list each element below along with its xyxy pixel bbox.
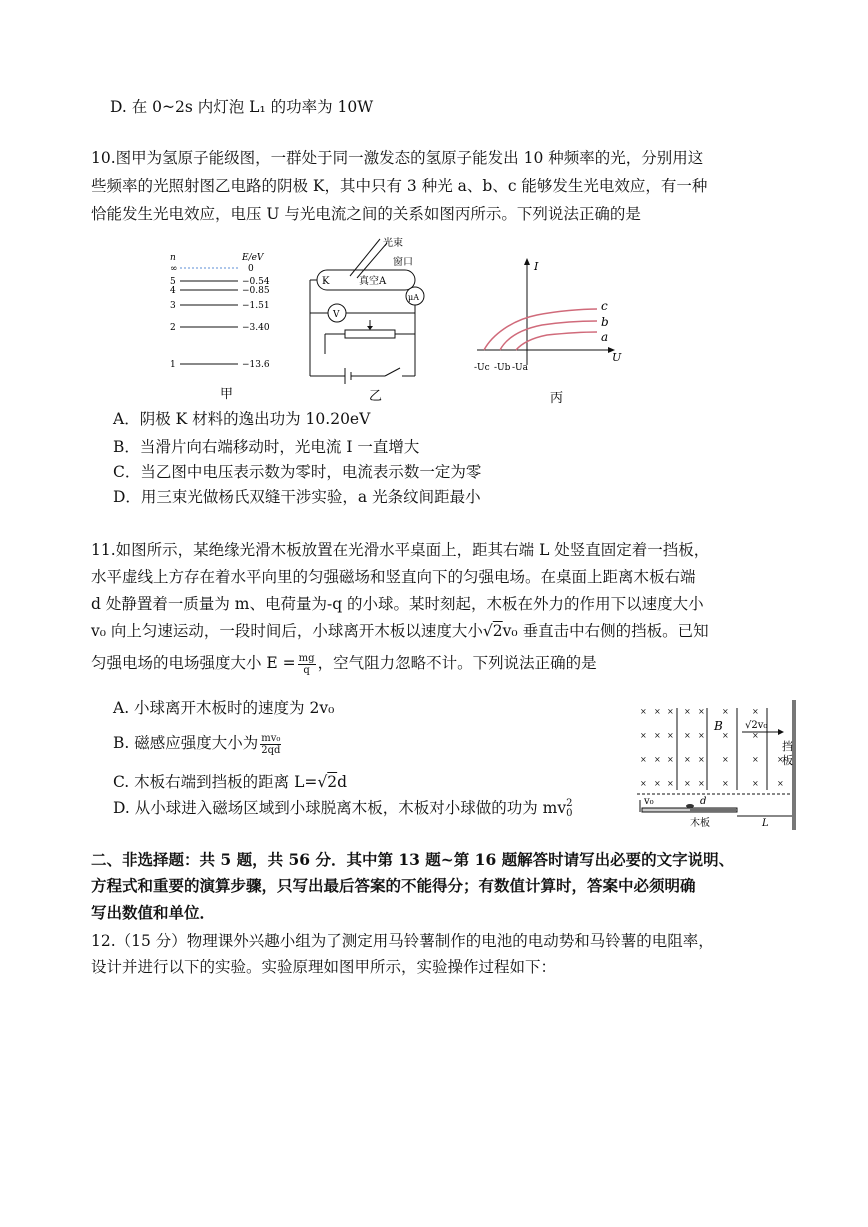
field-cross-mark: ×	[684, 755, 691, 764]
v0-label: v₀	[644, 796, 654, 807]
q11-stem5-part1: 匀强电场的电场强度大小 E =	[91, 654, 296, 672]
q11-option-b: B. 磁感应强度大小为 $\frac{\text{mv₀}}{2qd}$	[113, 732, 281, 756]
field-cross-mark: ×	[752, 731, 759, 740]
level-e-3: −1.51	[242, 301, 270, 311]
field-cross-mark: ×	[684, 707, 691, 716]
level-n-2: 2	[170, 323, 176, 333]
field-cross-mark: ×	[684, 779, 691, 788]
level-e-1: −13.6	[242, 360, 270, 370]
n-label: n	[170, 253, 176, 263]
field-cross-mark: ×	[684, 731, 691, 740]
field-cross-mark: ×	[698, 731, 705, 740]
field-cross-mark: ×	[752, 707, 759, 716]
field-cross-mark: ×	[667, 755, 674, 764]
field-cross-mark: ×	[667, 707, 674, 716]
axis-u-label: U	[612, 351, 622, 364]
d-label: d	[700, 796, 707, 807]
q10-option-a: A．阴极 K 材料的逸出功为 10.20eV	[113, 410, 371, 428]
q12-line2: 设计并进行以下的实验。实验原理如图甲所示，实验操作过程如下：	[91, 958, 557, 976]
level-e-4: −0.85	[242, 286, 270, 296]
q11-option-c: C. 木板右端到挡板的距离 L=√2d	[113, 773, 348, 791]
q10-option-c: C．当乙图中电压表示数为零时，电流表示数一定为零	[113, 463, 482, 481]
field-cross-mark: ×	[698, 779, 705, 788]
q11-stem-line1: 11.如图所示，某绝缘光滑木板放置在光滑水平桌面上，距其右端 L 处竖直固定着一挡板，	[91, 541, 710, 559]
q11-stem4-sqrt: 2	[492, 622, 503, 640]
caption-jia: 甲	[220, 387, 234, 402]
dangban-char1: 挡	[782, 740, 793, 753]
field-cross-mark: ×	[722, 731, 729, 740]
level-e-5: −0.54	[242, 277, 270, 287]
ammeter-label: μA	[408, 293, 419, 302]
curve-a-label: a	[601, 330, 609, 344]
energy-label: E/eV	[242, 253, 264, 263]
q10-option-d: D．用三束光做杨氏双缝干涉实验，a 光条纹间距最小	[113, 488, 481, 506]
curve-c-label: c	[601, 299, 608, 313]
level-n-4: 4	[170, 286, 176, 296]
level-n-inf: ∞	[170, 264, 178, 274]
field-cross-mark: ×	[698, 755, 705, 764]
field-cross-mark: ×	[722, 755, 729, 764]
current-voltage-graph	[472, 255, 632, 405]
field-cross-mark: ×	[722, 779, 729, 788]
field-cross-mark: ×	[777, 779, 784, 788]
q11-stem-line3: d 处静置着一质量为 m、电荷量为-q 的小球。某时刻起，木板在外力的作用下以速度大小	[91, 595, 704, 613]
level-n-5: 5	[170, 277, 176, 287]
field-cross-mark: ×	[654, 779, 661, 788]
q10-option-b: B．当滑片向右端移动时，光电流 I 一直增大	[113, 438, 420, 456]
window-label: 窗口	[393, 257, 413, 268]
q11-option-a: A. 小球离开木板时的速度为 2v₀	[113, 699, 335, 717]
q11-stem4-part2: v₀ 垂直击中右侧的挡板。已知	[502, 622, 709, 640]
q9-option-d: D. 在 0~2s 内灯泡 L₁ 的功率为 10W	[110, 98, 374, 116]
cathode-label: K	[322, 276, 330, 287]
l-label: L	[762, 818, 769, 829]
field-cross-mark: ×	[777, 755, 784, 764]
field-cross-mark: ×	[698, 707, 705, 716]
dangban-char2: 板	[782, 754, 793, 767]
q10-stem-line3: 恰能发生光电效应，电压 U 与光电流之间的关系如图丙所示。下列说法正确的是	[91, 205, 641, 223]
level-e-inf: 0	[248, 264, 254, 274]
ua-label: -Ua	[512, 363, 528, 373]
level-e-2: −3.40	[242, 323, 270, 333]
magnetic-field-figure	[632, 700, 812, 835]
field-cross-mark: ×	[640, 779, 647, 788]
q11-stem-line5	[91, 652, 597, 676]
field-cross-mark: ×	[640, 755, 647, 764]
curve-b-label: b	[601, 315, 609, 329]
part2-heading-line3: 写出数值和单位．	[91, 903, 216, 922]
field-cross-mark: ×	[667, 731, 674, 740]
field-cross-mark: ×	[752, 779, 759, 788]
q11-stem5-part2: ，空气阻力忽略不计。下列说法正确的是	[317, 654, 597, 672]
voltmeter-label: V	[333, 310, 340, 320]
level-n-3: 3	[170, 301, 176, 311]
q11-stem-line4: v₀ 向上匀速运动，一段时间后，小球离开木板以速度大小√2v₀ 垂直击中右侧的挡板。已知	[91, 622, 709, 640]
field-cross-mark: ×	[640, 707, 647, 716]
photoelectric-circuit	[305, 234, 445, 404]
caption-yi: 乙	[369, 389, 383, 404]
part2-heading-line2: 方程式和重要的演算步骤，只写出最后答案的不能得分；有数值计算时，答案中必须明确	[91, 876, 696, 895]
muban-label: 木板	[690, 818, 710, 829]
q11-stem4-part1: v₀ 向上匀速运动，一段时间后，小球离开木板以速度大小	[91, 622, 483, 640]
q10-stem-line1: 10.图甲为氢原子能级图，一群处于同一激发态的氢原子能发出 10 种频率的光，分别用这	[91, 149, 704, 167]
beam-label: 光束	[383, 238, 403, 249]
field-cross-mark: ×	[667, 779, 674, 788]
field-cross-mark: ×	[640, 731, 647, 740]
caption-bing: 丙	[550, 391, 564, 405]
ub-label: -Ub	[494, 363, 511, 373]
uc-label: -Uc	[474, 363, 490, 373]
v-label: √2v₀	[745, 720, 768, 731]
field-cross-mark: ×	[654, 755, 661, 764]
b-label: B	[714, 719, 723, 733]
field-cross-mark: ×	[654, 707, 661, 716]
level-n-1: 1	[170, 360, 176, 370]
q10-stem-line2: 些频率的光照射图乙电路的阴极 K，其中只有 3 种光 a、b、c 能够发生光电效应，有一种	[91, 177, 708, 195]
energy-level-diagram	[160, 250, 290, 405]
vacuum-label: 真空A	[359, 276, 387, 287]
field-cross-mark: ×	[752, 755, 759, 764]
q11-stem-line2: 水平虚线上方存在着水平向里的匀强磁场和竖直向下的匀强电场。在桌面上距离木板右端	[91, 568, 696, 586]
field-cross-mark: ×	[722, 707, 729, 716]
field-fraction: $\frac{mg}{q}$	[298, 652, 315, 676]
q11-option-d: D. 从小球进入磁场区域到小球脱离木板，木板对小球做的功为 mv 2 0	[113, 798, 573, 819]
axis-i-label: I	[534, 260, 539, 273]
part2-heading-line1: 二、非选择题：共 5 题，共 56 分．其中第 13 题~第 16 题解答时请写出必要的文字说明、	[91, 850, 735, 869]
field-cross-mark: ×	[654, 731, 661, 740]
q12-line1: 12.（15 分）物理课外兴趣小组为了测定用马铃薯制作的电池的电动势和马铃薯的电阻率，	[91, 932, 714, 950]
